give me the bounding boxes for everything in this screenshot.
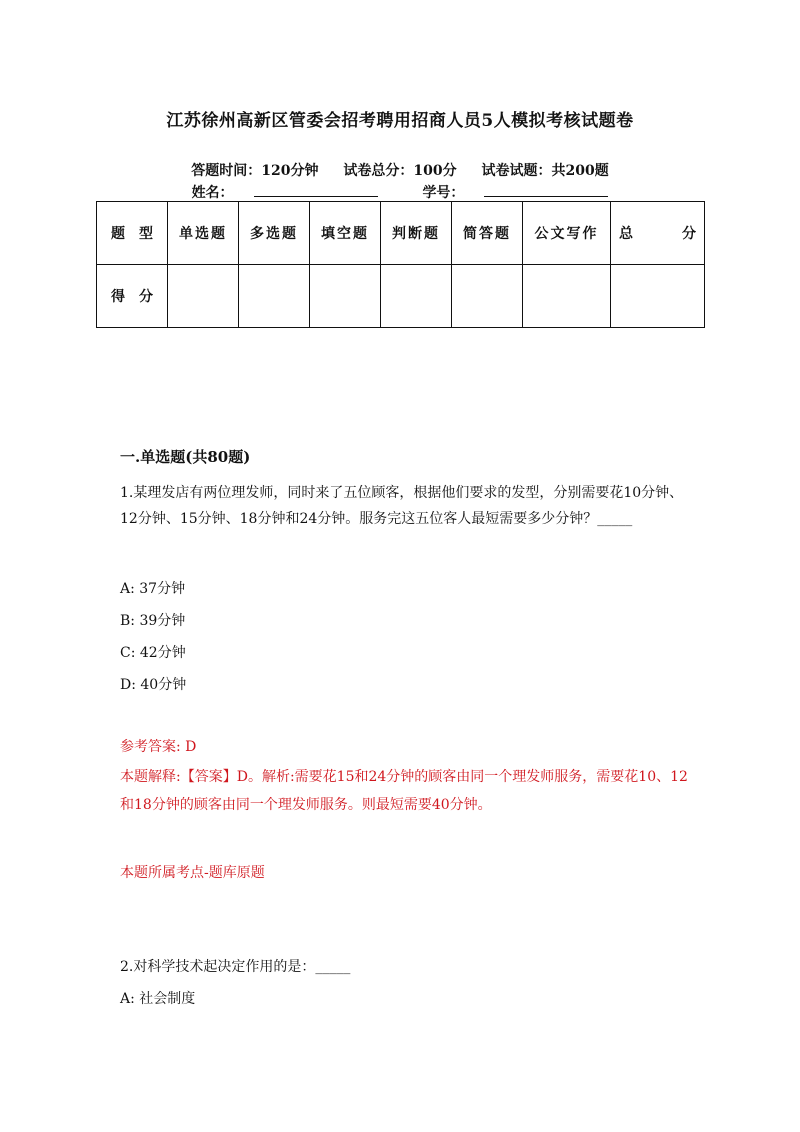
- header-true-false: 判断题: [381, 202, 452, 265]
- header-total: 总 分: [611, 202, 705, 265]
- score-table-score-row: [97, 265, 705, 328]
- student-fields: [0, 182, 800, 202]
- question-1-source: 本题所属考点-题库原题: [120, 865, 265, 881]
- score-cell[interactable]: [381, 265, 452, 328]
- score-cell[interactable]: [239, 265, 310, 328]
- section-title: 一.单选题(共80题): [120, 448, 251, 466]
- student-id-label: 学号：: [422, 185, 465, 201]
- exam-question-count: 试卷试题：共200题: [481, 163, 609, 179]
- header-single-choice: 单选题: [168, 202, 239, 265]
- question-1-option-d: D: 40分钟: [120, 677, 187, 693]
- question-1-explanation: 本题解释:【答案】D。解析:需要花15和24分钟的顾客由同一个理发师服务，需要花10、12和18分钟的顾客由同一个理发师服务。则最短需要40分钟。: [120, 769, 688, 813]
- name-blank[interactable]: [254, 184, 378, 197]
- question-1-option-c: C: 42分钟: [120, 645, 186, 661]
- score-cell[interactable]: [168, 265, 239, 328]
- name-label: 姓名：: [191, 185, 234, 201]
- score-row-label: 得 分: [97, 265, 168, 328]
- question-1-stem: 1.某理发店有两位理发师，同时来了五位顾客，根据他们要求的发型，分别需要花10分钟、12分钟、15分钟、18分钟和24分钟。服务完这五位客人最短需要多少分钟？_____: [120, 485, 684, 527]
- score-cell[interactable]: [611, 265, 705, 328]
- score-cell[interactable]: [452, 265, 523, 328]
- score-cell[interactable]: [523, 265, 611, 328]
- exam-duration: 答题时间：120分钟: [191, 163, 319, 179]
- question-1-answer: 参考答案: D: [120, 739, 197, 755]
- exam-title: 江苏徐州高新区管委会招考聘用招商人员5人模拟考核试题卷: [166, 111, 634, 131]
- header-short-answer: 简答题: [452, 202, 523, 265]
- question-2-option-a: A: 社会制度: [120, 991, 196, 1007]
- header-fill-blank: 填空题: [310, 202, 381, 265]
- score-cell[interactable]: [310, 265, 381, 328]
- score-table: [96, 201, 705, 328]
- question-1-option-b: B: 39分钟: [120, 613, 186, 629]
- question-2-stem: 2.对科学技术起决定作用的是：_____: [120, 959, 351, 975]
- exam-info: [0, 160, 800, 180]
- student-id-blank[interactable]: [484, 184, 608, 197]
- score-table-header-row: [97, 202, 705, 265]
- header-document-writing: 公文写作: [523, 202, 611, 265]
- header-question-type: 题 型: [97, 202, 168, 265]
- exam-total-score: 试卷总分：100分: [343, 163, 457, 179]
- header-multiple-choice: 多选题: [239, 202, 310, 265]
- question-1-option-a: A: 37分钟: [120, 581, 186, 597]
